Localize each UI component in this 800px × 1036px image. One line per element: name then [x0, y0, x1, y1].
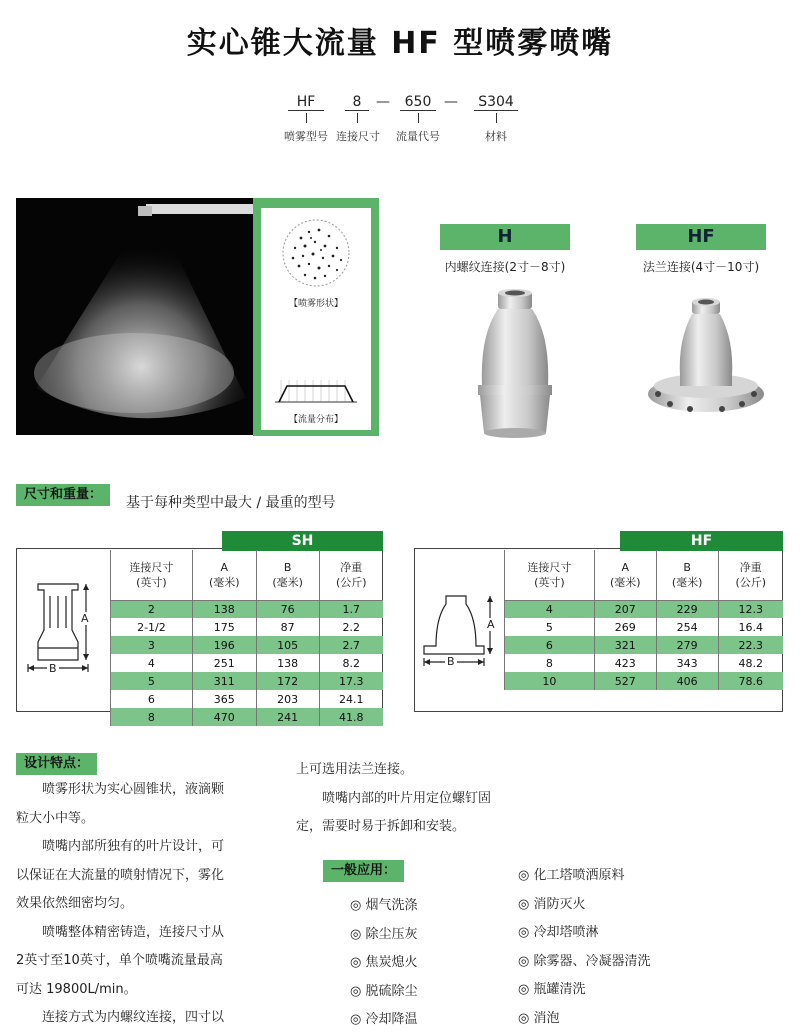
nozzle-hf-title: HF — [636, 224, 766, 250]
sh-dim-b: B — [49, 662, 57, 675]
code-dash: — — [376, 94, 390, 110]
table-cell: 41.8 — [319, 708, 383, 726]
table-row — [505, 654, 784, 672]
table-cell: 207 — [594, 600, 656, 618]
table-cell: 203 — [256, 690, 319, 708]
table-cell: 241 — [256, 708, 319, 726]
table-row — [505, 636, 784, 654]
table-row — [505, 600, 784, 618]
col-size: 连接尺寸 (英寸) — [111, 550, 193, 600]
nozzle-h-image — [470, 285, 560, 445]
col-a: A (毫米) — [192, 550, 256, 600]
hf-table — [504, 550, 783, 690]
sh-dim-a: A — [81, 612, 89, 625]
size-weight-note: 基于每种类型中最大 / 最重的型号 — [126, 495, 336, 511]
text-line: 连接方式为内螺纹连接，四寸以 — [16, 1010, 225, 1025]
col-weight: 净重 (公斤) — [718, 550, 783, 600]
text-line: 喷雾形状为实心圆锥状，液滴颗 — [16, 782, 225, 797]
spray-pattern-icon — [281, 218, 351, 288]
text-line: ◎ 除尘压灰 — [350, 926, 418, 942]
table-cell: 22.3 — [718, 636, 783, 654]
col-size: 连接尺寸 (英寸) — [505, 550, 595, 600]
applications-tag: 一般应用： — [323, 860, 404, 882]
text-line: ◎ 瓶罐清洗 — [518, 982, 586, 997]
table-cell: 76 — [256, 600, 319, 618]
text-line: 效果依然细密均匀。 — [16, 896, 134, 911]
text-line: 2英寸至10英寸，单个喷嘴流量最高 — [16, 953, 223, 968]
text-line: ◎ 冷却降温 — [350, 1012, 418, 1027]
hf-table-title: HF — [620, 531, 783, 551]
sh-table — [110, 550, 383, 726]
applications-right — [518, 862, 788, 1033]
text-line: ◎ 烟气洗涤 — [350, 898, 418, 913]
table-cell: 254 — [656, 618, 718, 636]
table-cell: 5 — [505, 618, 595, 636]
code-label-size: 连接尺寸 — [336, 130, 380, 143]
table-cell: 138 — [256, 654, 319, 672]
text-line: 上可选用法兰连接。 — [296, 762, 414, 777]
nozzle-h-desc: 内螺纹连接(2寸－8寸) — [444, 260, 566, 274]
table-cell: 48.2 — [718, 654, 783, 672]
table-cell: 138 — [192, 600, 256, 618]
text-line: 可达 19800L/min。 — [16, 981, 137, 997]
code-label-model: 喷雾型号 — [284, 130, 328, 143]
table-row — [111, 672, 384, 690]
table-row — [111, 618, 384, 636]
col-b: B (毫米) — [656, 550, 718, 600]
table-cell: 229 — [656, 600, 718, 618]
design-tag: 设计特点： — [16, 753, 97, 775]
table-row — [505, 618, 784, 636]
text-line: ◎ 化工塔喷洒原料 — [518, 868, 625, 883]
table-cell: 406 — [656, 672, 718, 690]
table-row — [111, 600, 384, 618]
design-left-text — [16, 776, 288, 1033]
table-cell: 365 — [192, 690, 256, 708]
table-cell: 4 — [505, 600, 595, 618]
design-right-text — [296, 756, 596, 842]
table-cell: 175 — [192, 618, 256, 636]
nozzle-h-title: H — [440, 224, 570, 250]
table-cell: 2.2 — [319, 618, 383, 636]
table-cell: 8 — [505, 654, 595, 672]
code-flow: 650 — [400, 94, 436, 111]
table-cell: 279 — [656, 636, 718, 654]
table-cell: 10 — [505, 672, 595, 690]
sh-table-title: SH — [222, 531, 383, 551]
nozzle-hf-image — [646, 290, 766, 440]
table-cell: 343 — [656, 654, 718, 672]
hf-dim-b: B — [447, 655, 455, 668]
table-cell: 2.7 — [319, 636, 383, 654]
col-a: A (毫米) — [594, 550, 656, 600]
spray-info-panel — [253, 198, 379, 436]
hf-dim-a: A — [487, 618, 495, 631]
sh-dimension-drawing — [22, 568, 108, 688]
col-weight: 净重 (公斤) — [319, 550, 383, 600]
table-cell: 1.7 — [319, 600, 383, 618]
spray-pattern-label: 【喷雾形状】 — [288, 299, 343, 309]
page-title: 实心锥大流量 HF 型喷雾喷嘴 — [186, 26, 614, 61]
table-cell: 4 — [111, 654, 193, 672]
table-cell: 8.2 — [319, 654, 383, 672]
text-line: ◎ 焦炭熄火 — [350, 955, 418, 970]
table-cell: 423 — [594, 654, 656, 672]
table-row — [111, 654, 384, 672]
table-cell: 24.1 — [319, 690, 383, 708]
table-cell: 251 — [192, 654, 256, 672]
table-row — [111, 636, 384, 654]
table-cell: 12.3 — [718, 600, 783, 618]
table-cell: 269 — [594, 618, 656, 636]
table-cell: 6 — [111, 690, 193, 708]
code-model: HF — [288, 94, 324, 111]
text-line: 粒大小中等。 — [16, 810, 95, 826]
table-cell: 5 — [111, 672, 193, 690]
table-cell: 2 — [111, 600, 193, 618]
table-cell: 87 — [256, 618, 319, 636]
text-line: ◎ 消防灭火 — [518, 896, 586, 912]
table-cell: 321 — [594, 636, 656, 654]
table-cell: 2-1/2 — [111, 618, 193, 636]
table-cell: 6 — [505, 636, 595, 654]
table-cell: 16.4 — [718, 618, 783, 636]
table-cell: 3 — [111, 636, 193, 654]
code-label-flow: 流量代号 — [396, 130, 440, 143]
flow-distribution-label: 【流量分布】 — [288, 415, 343, 425]
nozzle-hf-desc: 法兰连接(4寸－10寸) — [642, 260, 760, 274]
table-row — [505, 672, 784, 690]
code-material: S304 — [474, 94, 518, 111]
text-line: ◎ 脱硫除尘 — [350, 983, 418, 999]
table-cell: 78.6 — [718, 672, 783, 690]
flow-distribution-icon — [273, 376, 359, 406]
table-cell: 172 — [256, 672, 319, 690]
text-line: 喷嘴内部所独有的叶片设计，可 — [16, 839, 225, 854]
table-cell: 470 — [192, 708, 256, 726]
text-line: ◎ 消泡 — [518, 1010, 560, 1026]
table-cell: 17.3 — [319, 672, 383, 690]
col-b: B (毫米) — [256, 550, 319, 600]
table-cell: 196 — [192, 636, 256, 654]
code-size: 8 — [345, 94, 369, 111]
table-cell: 527 — [594, 672, 656, 690]
spray-photo — [16, 198, 253, 435]
text-line: 以保证在大流量的喷射情况下，雾化 — [16, 867, 225, 883]
text-line: 定，需要时易于拆卸和安装。 — [296, 819, 466, 834]
code-label-material: 材料 — [485, 130, 507, 143]
applications-left — [350, 892, 510, 1035]
table-cell: 311 — [192, 672, 256, 690]
text-line: 喷嘴内部的叶片用定位螺钉固 — [296, 790, 492, 806]
table-row — [111, 690, 384, 708]
table-cell: 105 — [256, 636, 319, 654]
text-line: 喷嘴整体精密铸造，连接尺寸从 — [16, 924, 225, 940]
code-dash: — — [444, 94, 458, 110]
table-row — [111, 708, 384, 726]
table-cell: 8 — [111, 708, 193, 726]
size-weight-tag: 尺寸和重量： — [16, 484, 110, 506]
text-line: ◎ 除雾器、冷凝器清洗 — [518, 953, 651, 969]
text-line: ◎ 冷却塔喷淋 — [518, 925, 599, 940]
